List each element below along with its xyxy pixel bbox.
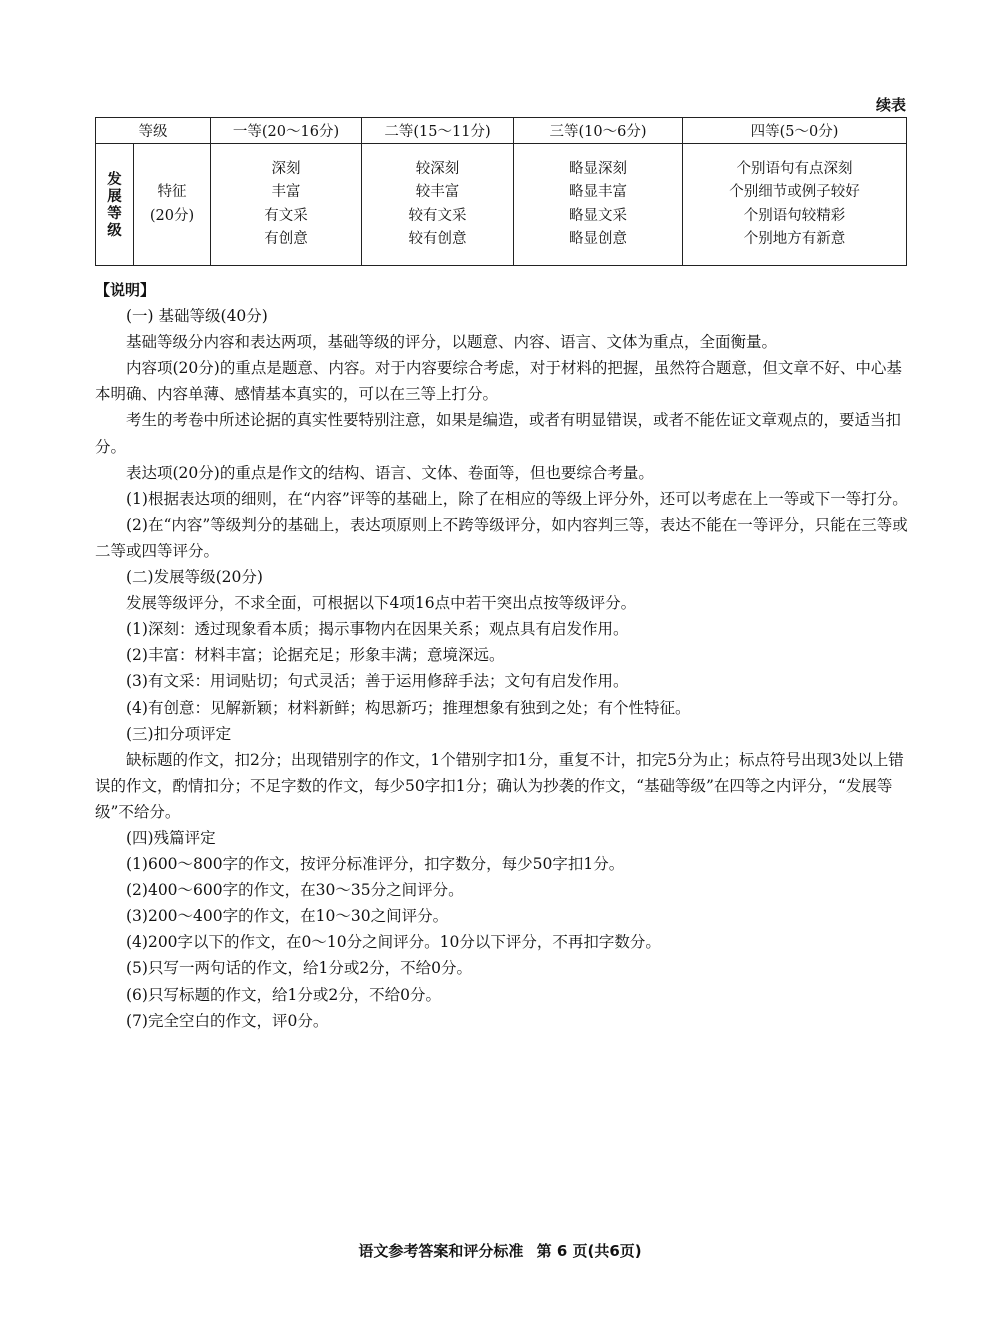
paragraph: (1)根据表达项的细则，在“内容”评等的基础上，除了在相应的等级上评分外，还可以考虑在上一等或下一等打分。	[126, 489, 908, 508]
paragraph: 发展等级评分，不求全面，可根据以下4项16点中若干突出点按等级评分。	[126, 594, 637, 613]
continued-table-label: 续表	[875, 96, 906, 114]
explanation-title: 【说明】	[95, 281, 156, 299]
page-number: 第 6 页(共6页)	[536, 1242, 642, 1260]
explanation-section	[95, 277, 911, 1034]
list-item: (1)深刻：透过现象看本质；揭示事物内在因果关系；观点具有启发作用。	[126, 620, 629, 639]
list-item: (4)有创意：见解新颖；材料新鲜；构思新巧；推理想象有独到之处；有个性特征。	[126, 698, 691, 717]
list-item: (2)丰富：材料丰富；论据充足；形象丰满；意境深远。	[126, 646, 505, 665]
subheading-deductions: (三)扣分项评定	[126, 724, 232, 743]
header-grade2: 二等(15～11分)	[362, 118, 514, 144]
grading-table	[95, 117, 907, 266]
list-item: (6)只写标题的作文，给1分或2分，不给0分。	[126, 985, 442, 1004]
header-level: 等级	[96, 118, 211, 144]
grade3-cell: 略显深刻 略显丰富 略显文采 略显创意	[514, 144, 683, 266]
header-grade4: 四等(5～0分)	[683, 118, 907, 144]
list-item: (1)600～800字的作文，按评分标准评分，扣字数分，每少50字扣1分。	[126, 855, 625, 874]
paragraph: 缺标题的作文，扣2分；出现错别字的作文，1个错别字扣1分，重复不计，扣完5分为止；标点符号出现3处以上错误的作文，酌情扣分；不足字数的作文，每少50字扣1分；确认为抄袭的作文，“基础等级”在四等之内评分，“发展等级”不给分。	[95, 750, 904, 821]
grade2-cell: 较深刻 较丰富 较有文采 较有创意	[362, 144, 514, 266]
list-item: (3)有文采：用词贴切；句式灵活；善于运用修辞手法；文句有启发作用。	[126, 672, 629, 691]
header-grade1: 一等(20～16分)	[211, 118, 362, 144]
list-item: (2)400～600字的作文，在30～35分之间评分。	[126, 881, 464, 900]
table-header-row	[96, 118, 907, 144]
subheading-development-level: (二)发展等级(20分)	[126, 568, 263, 587]
grade1-cell: 深刻 丰富 有文采 有创意	[211, 144, 362, 266]
paragraph: 表达项(20分)的重点是作文的结构、语言、文体、卷面等，但也要综合考量。	[126, 463, 654, 482]
paragraph: (2)在“内容”等级判分的基础上，表达项原则上不跨等级评分，如内容判三等，表达不能在一等评分，只能在三等或二等或四等评分。	[95, 515, 908, 560]
table-row	[96, 144, 907, 266]
list-item: (4)200字以下的作文，在0～10分之间评分。10分以下评分，不再扣字数分。	[126, 933, 661, 952]
subheading-basic-level: (一) 基础等级(40分)	[126, 307, 268, 326]
paragraph: 考生的考卷中所述论据的真实性要特别注意，如果是编造，或者有明显错误，或者不能佐证文章观点的，要适当扣分。	[95, 411, 902, 456]
list-item: (3)200～400字的作文，在10～30之间评分。	[126, 907, 449, 926]
row-group-label: 发 展 等 级	[96, 144, 134, 266]
subheading-incomplete: (四)残篇评定	[126, 828, 216, 847]
paragraph: 基础等级分内容和表达两项，基础等级的评分，以题意、内容、语言、文体为重点，全面衡量。	[126, 333, 778, 352]
header-grade3: 三等(10～6分)	[514, 118, 683, 144]
footer-title: 语文参考答案和评分标准	[358, 1242, 524, 1260]
list-item: (5)只写一两句话的作文，给1分或2分，不给0分。	[126, 959, 473, 978]
page-footer	[0, 1240, 1000, 1261]
grade4-cell: 个别语句有点深刻 个别细节或例子较好 个别语句较精彩 个别地方有新意	[683, 144, 907, 266]
feature-label-cell: 特征 (20分)	[134, 144, 211, 266]
paragraph: 内容项(20分)的重点是题意、内容。对于内容要综合考虑，对于材料的把握，虽然符合题意，但文章不好、中心基本明确、内容单薄、感情基本真实的，可以在三等上打分。	[95, 359, 902, 404]
list-item: (7)完全空白的作文，评0分。	[126, 1011, 329, 1030]
